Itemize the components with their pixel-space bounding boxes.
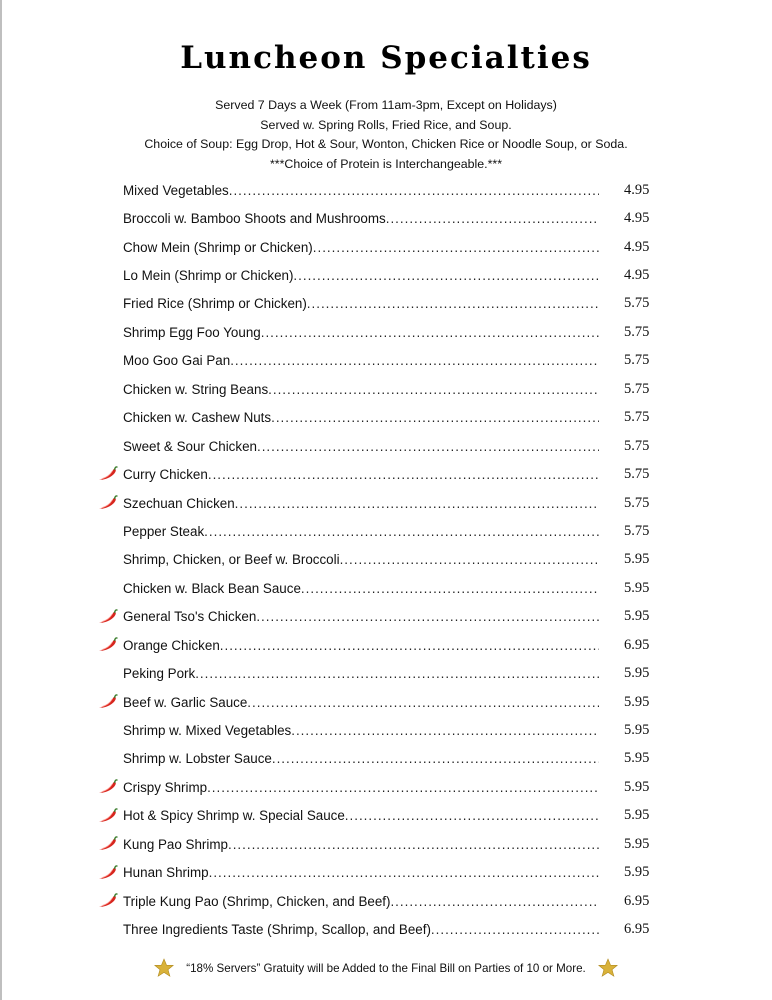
dotted-leader [228, 837, 599, 852]
chili-pepper-icon [96, 836, 118, 852]
chili-pepper-icon [96, 808, 118, 824]
menu-item-name-row [123, 296, 599, 311]
dotted-leader [204, 524, 599, 539]
menu-item-name: Hot & Spicy Shrimp w. Special Sauce [123, 808, 345, 824]
menu-item-name-row [123, 524, 599, 539]
menu-item-name: Shrimp w. Mixed Vegetables [123, 723, 292, 739]
menu-item [90, 802, 670, 830]
dotted-leader [195, 666, 599, 681]
menu-item [90, 432, 670, 460]
menu-item-name-row [123, 439, 599, 454]
page-title: Luncheon Specialties [180, 40, 592, 76]
menu-item-name: Kung Pao Shrimp [123, 836, 228, 852]
chili-pepper-icon [96, 609, 118, 625]
menu-item [90, 404, 670, 432]
menu-item-price: 5.75 [624, 494, 650, 511]
dotted-leader [431, 922, 599, 937]
menu-item-price: 5.95 [624, 579, 650, 596]
dotted-leader [340, 552, 599, 567]
menu-item-name: Hunan Shrimp [123, 865, 209, 881]
menu-item-name-row [123, 410, 599, 425]
menu-item-name-row [123, 240, 599, 255]
dotted-leader [229, 183, 599, 198]
menu-item-name: Shrimp Egg Foo Young [123, 324, 261, 340]
footer [0, 956, 772, 980]
menu-item-name-row [123, 638, 599, 653]
menu-item-price: 4.95 [624, 238, 650, 255]
menu-item [90, 830, 670, 858]
menu-item [90, 773, 670, 801]
dotted-leader [261, 325, 599, 340]
menu-item [90, 546, 670, 574]
dotted-leader [307, 296, 599, 311]
subtitle-line-hours: Served 7 Days a Week (From 11am-3pm, Except on Holidays) [215, 98, 557, 112]
menu-item-name: Pepper Steak [123, 523, 205, 539]
menu-item-price: 5.95 [624, 778, 650, 795]
dotted-leader [313, 240, 599, 255]
menu-item-name-row [123, 808, 599, 823]
subtitle-line-served-with: Served w. Spring Rolls, Fried Rice, and Soup. [260, 117, 512, 132]
menu-item [90, 176, 670, 204]
menu-item-name: Three Ingredients Taste (Shrimp, Scallop, and Beef) [123, 922, 431, 938]
menu-item-name: Moo Goo Gai Pan [123, 353, 231, 369]
menu-item [90, 347, 670, 375]
menu-item-price: 6.95 [624, 636, 650, 653]
menu-item-name: Triple Kung Pao (Shrimp, Chicken, and Beef) [123, 893, 391, 909]
menu-item-price: 6.95 [624, 921, 650, 938]
menu-item-name-row [123, 325, 599, 340]
menu-item [90, 517, 670, 545]
menu-item-name: Szechuan Chicken [123, 495, 235, 511]
menu-item-name: Broccoli w. Bamboo Shoots and Mushrooms [123, 211, 386, 227]
menu-item-name: Chow Mein (Shrimp or Chicken) [123, 239, 313, 255]
menu-item-price: 6.95 [624, 892, 650, 909]
star-icon [154, 958, 174, 978]
menu-item-name-row [123, 552, 599, 567]
dotted-leader [272, 751, 599, 766]
menu-item-price: 5.75 [624, 323, 650, 340]
menu-list [90, 176, 670, 944]
menu-item-price: 5.95 [624, 608, 650, 625]
menu-item-name: Curry Chicken [123, 467, 208, 483]
menu-item-price: 5.75 [624, 522, 650, 539]
menu-item-name: Peking Pork [123, 666, 196, 682]
dotted-leader [257, 439, 599, 454]
dotted-leader [207, 780, 599, 795]
menu-item-price: 5.75 [624, 380, 650, 397]
chili-pepper-icon [96, 893, 118, 909]
menu-item-name: Shrimp w. Lobster Sauce [123, 751, 272, 767]
menu-item-name-row [123, 496, 599, 511]
menu-item-name-row [123, 183, 599, 198]
chili-pepper-icon [96, 466, 118, 482]
menu-item-price: 4.95 [624, 181, 650, 198]
menu-item-name-row [123, 666, 599, 681]
subtitle-block [0, 96, 772, 174]
dotted-leader [235, 496, 599, 511]
menu-item [90, 659, 670, 687]
dotted-leader [268, 382, 599, 397]
menu-item-name: Chicken w. String Beans [123, 381, 269, 397]
menu-item [90, 489, 670, 517]
dotted-leader [271, 410, 599, 425]
menu-item-price: 5.75 [624, 409, 650, 426]
menu-item-name-row [123, 581, 599, 596]
menu-item-price: 5.95 [624, 665, 650, 682]
dotted-leader [208, 467, 599, 482]
menu-item [90, 915, 670, 943]
menu-item-price: 5.95 [624, 722, 650, 739]
menu-item [90, 204, 670, 232]
subtitle-line-protein-note: ***Choice of Protein is Interchangeable.*** [269, 156, 503, 171]
menu-item-name-row [123, 894, 599, 909]
menu-item [90, 745, 670, 773]
star-icon [598, 958, 618, 978]
menu-item-name-row [123, 723, 599, 738]
menu-item [90, 688, 670, 716]
dotted-leader [293, 268, 599, 283]
menu-item [90, 290, 670, 318]
chili-pepper-icon [96, 637, 118, 653]
menu-item-name: Fried Rice (Shrimp or Chicken) [123, 296, 307, 312]
menu-item-name-row [123, 609, 599, 624]
dotted-leader [301, 581, 599, 596]
menu-item-price: 5.75 [624, 352, 650, 369]
menu-item-price: 5.95 [624, 750, 650, 767]
menu-item-price: 5.75 [624, 466, 650, 483]
menu-item [90, 233, 670, 261]
menu-item-name: Orange Chicken [123, 637, 220, 653]
menu-item-name: Crispy Shrimp [123, 779, 208, 795]
menu-item-name: Mixed Vegetables [123, 182, 229, 198]
menu-item-name-row [123, 837, 599, 852]
dotted-leader [390, 894, 599, 909]
dotted-leader [209, 865, 599, 880]
chili-pepper-icon [96, 779, 118, 795]
dotted-leader [256, 609, 599, 624]
chili-pepper-icon [96, 865, 118, 881]
menu-item-name-row [123, 467, 599, 482]
menu-item [90, 261, 670, 289]
menu-item-name-row [123, 780, 599, 795]
menu-item-name-row [123, 751, 599, 766]
menu-item-name-row [123, 382, 599, 397]
menu-item-name: Chicken w. Black Bean Sauce [123, 580, 301, 596]
menu-item-name: General Tso's Chicken [123, 609, 257, 625]
menu-item-name-row [123, 268, 599, 283]
menu-item [90, 631, 670, 659]
menu-item [90, 887, 670, 915]
menu-item-name: Shrimp, Chicken, or Beef w. Broccoli [123, 552, 340, 568]
menu-item [90, 716, 670, 744]
menu-item-price: 5.95 [624, 807, 650, 824]
chili-pepper-icon [96, 495, 118, 511]
menu-item-name-row [123, 865, 599, 880]
menu-item-price: 4.95 [624, 267, 650, 284]
menu-item-name-row [123, 922, 599, 937]
dotted-leader [247, 695, 599, 710]
menu-item [90, 574, 670, 602]
menu-item-price: 5.95 [624, 551, 650, 568]
chili-pepper-icon [96, 694, 118, 710]
menu-item-price: 5.75 [624, 437, 650, 454]
menu-item [90, 375, 670, 403]
dotted-leader [230, 353, 599, 368]
dotted-leader [291, 723, 599, 738]
menu-item-price: 5.95 [624, 864, 650, 881]
dotted-leader [345, 808, 599, 823]
subtitle-line-soup-choice: Choice of Soup: Egg Drop, Hot & Sour, Wonton, Chicken Rice or Noodle Soup, or Soda. [144, 137, 628, 151]
menu-item-price: 5.95 [624, 835, 650, 852]
menu-item-name-row [123, 353, 599, 368]
menu-item-price: 4.95 [624, 210, 650, 227]
menu-item-name: Lo Mein (Shrimp or Chicken) [123, 268, 294, 284]
gratuity-note: “18% Servers” Gratuity will be Added to the Final Bill on Parties of 10 or More. [186, 961, 586, 975]
menu-item-price: 5.75 [624, 295, 650, 312]
menu-item-name: Chicken w. Cashew Nuts [123, 410, 272, 426]
menu-item [90, 603, 670, 631]
dotted-leader [220, 638, 599, 653]
menu-item [90, 318, 670, 346]
dotted-leader [386, 211, 599, 226]
menu-item [90, 460, 670, 488]
menu-item-name-row [123, 695, 599, 710]
menu-item-name-row [123, 211, 599, 226]
menu-item-name: Beef w. Garlic Sauce [123, 694, 248, 710]
menu-item [90, 859, 670, 887]
menu-item-name: Sweet & Sour Chicken [123, 438, 257, 454]
menu-item-price: 5.95 [624, 693, 650, 710]
